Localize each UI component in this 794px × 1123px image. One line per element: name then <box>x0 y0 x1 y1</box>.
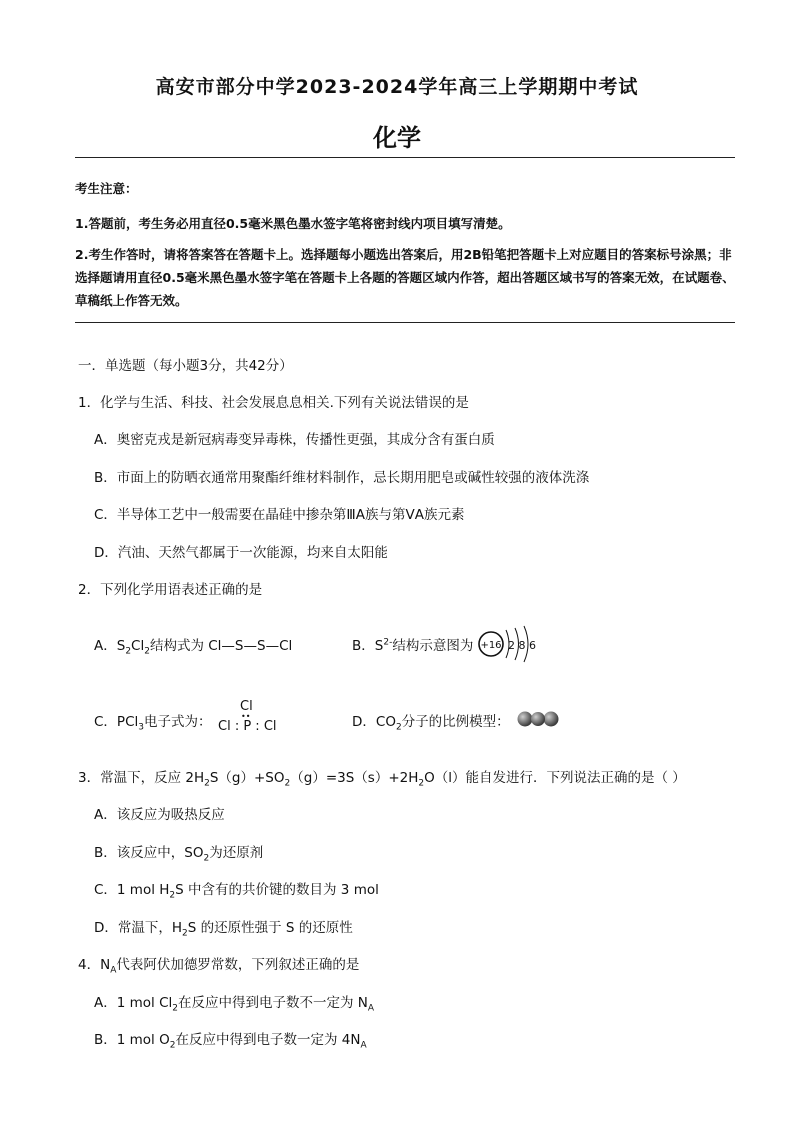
shell-electrons: 2 8 6 <box>508 639 536 652</box>
q2-a-sub2: 2 <box>144 646 150 657</box>
q3-option-b <box>94 841 263 864</box>
notice-item-1: 1.答题前，考生务必用直径0.5毫米黑色墨水签字笔将密封线内项目填写清楚。 <box>75 216 511 231</box>
q3-c-post: S 中含有的共价键的数目为 3 mol <box>175 882 379 898</box>
q4-a-sub2: A <box>367 1003 375 1014</box>
q2-a-label: A．S <box>94 638 126 654</box>
divider-top <box>75 157 735 158</box>
q3-b-sub: 2 <box>203 853 210 864</box>
notice-item-2: 2.考生作答时，请将答案答在答题卡上。选择题每小题选出答案后，用2B铅笔把答题卡上对应题目的答案标号涂黑；非选择题请用直径0.5毫米黑色墨水签字笔在答题卡上各题的答题区域内作答，超出答题区域书写的答案无效，在试题卷、草稿纸上作答无效。 <box>75 247 735 308</box>
q4-stem-sub: A <box>110 965 117 976</box>
q1-stem: 1．化学与生活、科技、社会发展息息相关.下列有关说法错误的是 <box>78 395 469 411</box>
q3-stem-pre: 3．常温下，反应 2H <box>78 770 205 786</box>
q2-d-text: 分子的比例模型： <box>401 714 510 730</box>
q2-d-sub: 2 <box>395 722 402 733</box>
q2-option-a <box>94 634 292 657</box>
q4-a-pre: A．1 mol Cl <box>94 995 173 1011</box>
q3-stem-a: S（g）+SO <box>209 770 285 786</box>
pcl3-top-cl: Cl <box>240 699 253 714</box>
section-heading: 一．单选题（每小题3分，共42分） <box>78 358 293 374</box>
q2-a-mid: Cl <box>131 638 145 654</box>
q2-c-text: 电子式为： <box>143 714 212 730</box>
q4-b-mid: 在反应中得到电子数一定为 4N <box>175 1032 361 1048</box>
q3-c-sub: 2 <box>169 890 176 901</box>
q3-b-pre: B．该反应中，SO <box>94 845 204 861</box>
q3-stem-s1: 2 <box>204 778 210 789</box>
q3-c-pre: C．1 mol H <box>94 882 170 898</box>
q3-stem-b: （g）=3S（s）+2H <box>290 770 419 786</box>
q4-stem <box>78 953 359 976</box>
q3-stem-s3: 2 <box>418 778 425 789</box>
q3-d-sub: 2 <box>182 928 188 939</box>
q2-a-text: 结构式为 Cl—S—S—Cl <box>149 638 293 654</box>
q1-option-d: D．汽油、天然气都属于一次能源，均来自太阳能 <box>94 545 388 561</box>
q2-a-sub1: 2 <box>125 646 132 657</box>
co2-ball-model-icon <box>516 710 560 728</box>
q4-option-a <box>94 991 374 1014</box>
q4-a-mid: 在反应中得到电子数不一定为 N <box>177 995 368 1011</box>
q4-b-pre: B．1 mol O <box>94 1032 170 1048</box>
q2-option-d <box>352 710 510 733</box>
q2-d-label: D．CO <box>352 714 396 730</box>
q4-b-sub: 2 <box>169 1040 176 1051</box>
q1-option-b: B．市面上的防晒衣通常用聚酯纤维材料制作，忌长期用肥皂或碱性较强的液体洗涤 <box>94 470 590 486</box>
q3-stem-c: O（l）能自发进行．下列说法正确的是（ ） <box>424 770 686 786</box>
q3-stem-s2: 2 <box>284 778 291 789</box>
q2-b-text: 结构示意图为 <box>392 638 474 654</box>
pcl3-electron-formula <box>218 700 277 734</box>
q4-a-sub: 2 <box>172 1003 178 1014</box>
q4-stem-pre: 4．N <box>78 957 111 973</box>
q3-stem <box>78 766 686 789</box>
subject-title: 化学 <box>373 124 421 152</box>
q4-b-sub2: A <box>360 1040 367 1051</box>
pcl3-middle-row: Cl : P : Cl <box>218 719 277 734</box>
q3-d-pre: D．常温下，H <box>94 920 183 936</box>
q2-option-b <box>352 634 473 654</box>
q3-d-post: S 的还原性强于 S 的还原性 <box>187 920 353 936</box>
q4-stem-post: 代表阿伏加德罗常数，下列叙述正确的是 <box>116 957 360 973</box>
q2-c-sub: 3 <box>138 722 144 733</box>
q2-c-label: C．PCl <box>94 714 139 730</box>
q2-b-sup: 2- <box>383 637 393 648</box>
q2-stem: 2．下列化学用语表述正确的是 <box>78 582 263 598</box>
q2-option-c <box>94 710 211 733</box>
q2-b-label: B．S <box>352 638 384 654</box>
pcl3-top-dots: •• <box>241 712 251 721</box>
q1-option-a: A．奥密克戎是新冠病毒变异毒株，传播性更强，其成分含有蛋白质 <box>94 432 495 448</box>
divider-bottom <box>75 322 735 323</box>
q3-b-post: 为还原剂 <box>209 845 264 861</box>
notice-heading: 考生注意： <box>75 181 138 196</box>
nucleus-label: +16 <box>480 640 502 651</box>
sulfur-ion-structure-diagram <box>476 624 546 664</box>
q4-option-b <box>94 1028 367 1051</box>
q1-option-c: C．半导体工艺中一般需要在晶硅中掺杂第ⅢA族与第ⅤA族元素 <box>94 507 465 523</box>
q3-option-c <box>94 878 379 901</box>
exam-title: 高安市部分中学2023-2024学年高三上学期期中考试 <box>155 76 639 98</box>
q3-option-d <box>94 916 353 939</box>
q3-option-a: A．该反应为吸热反应 <box>94 807 225 823</box>
